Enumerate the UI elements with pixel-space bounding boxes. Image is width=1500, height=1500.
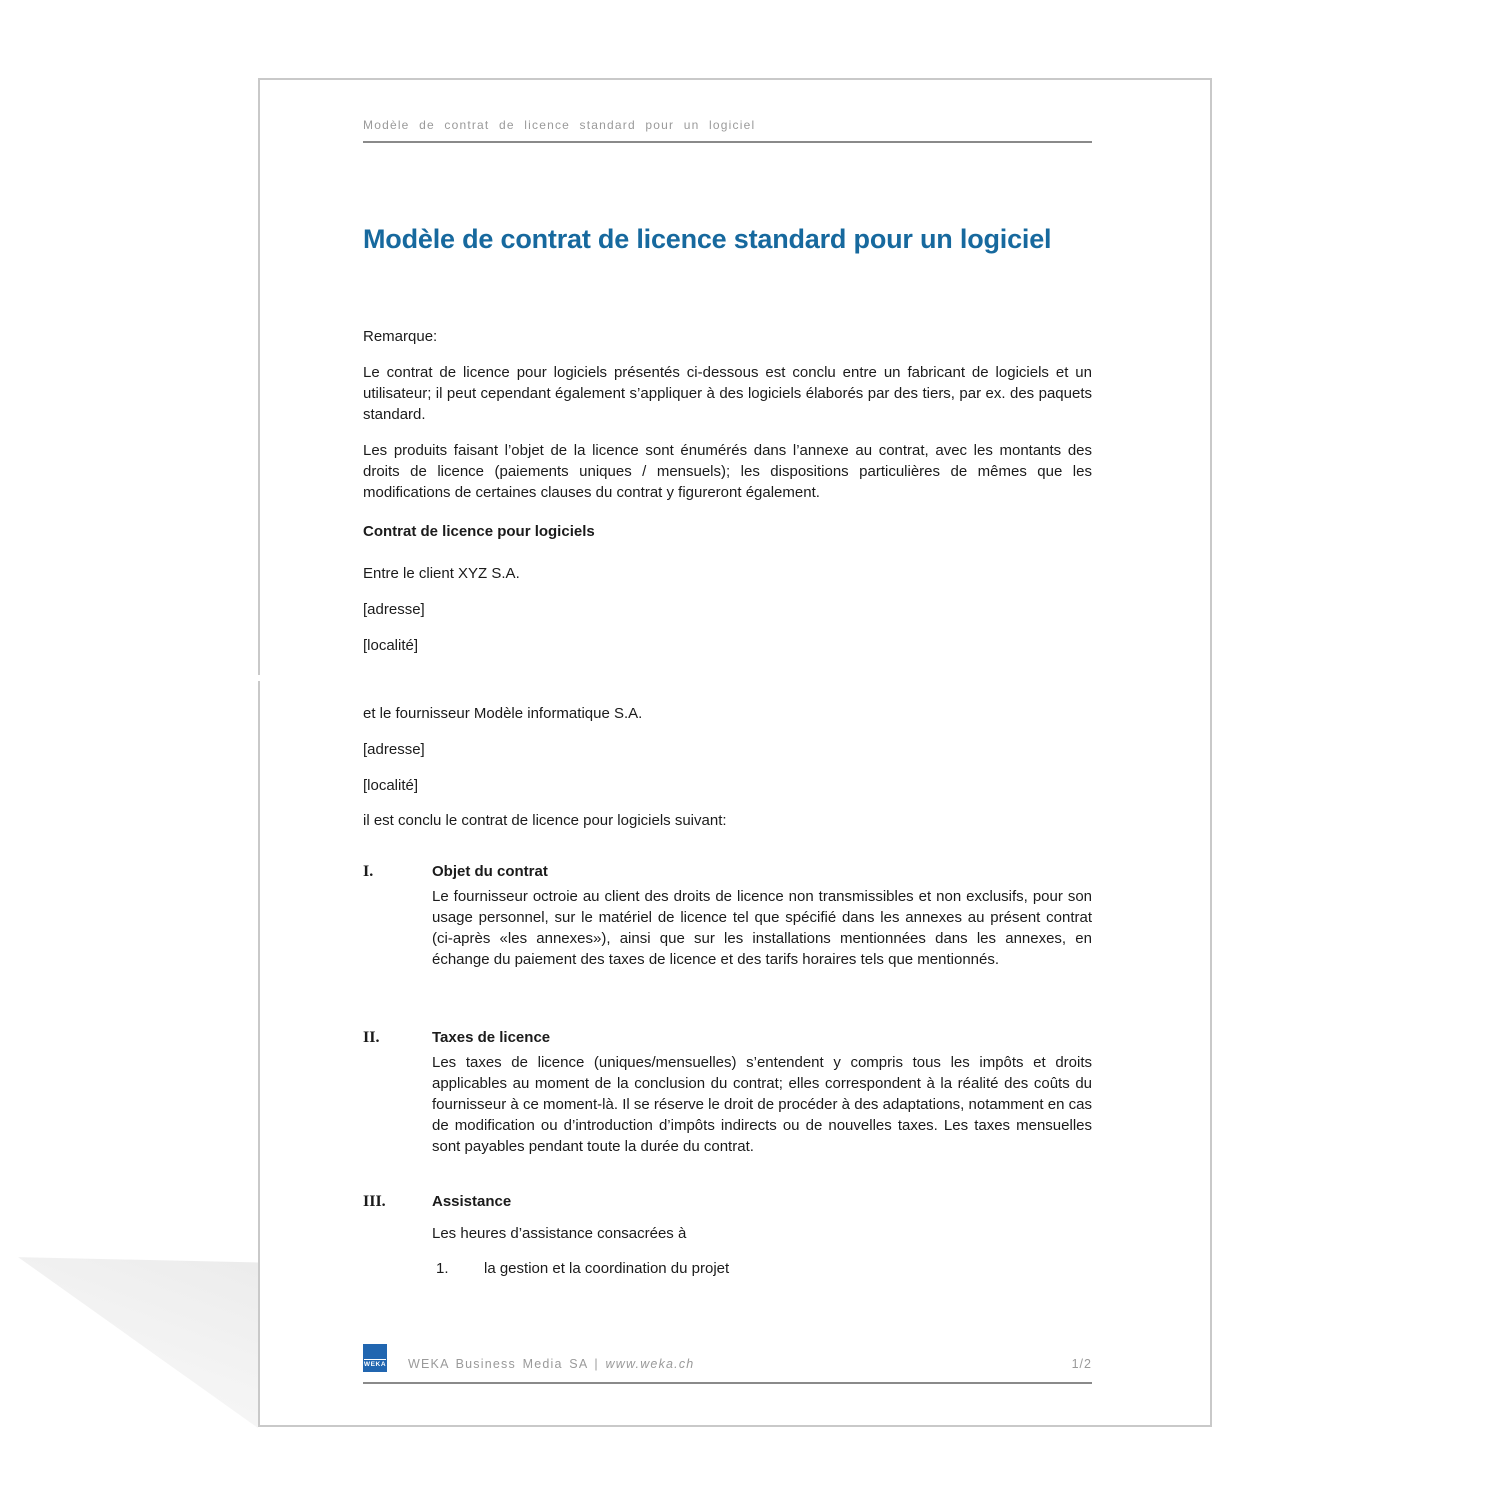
supplier-locality-placeholder: [localité] — [363, 777, 419, 794]
document-page — [258, 78, 1212, 1427]
section-body: Le fournisseur octroie au client des droits de licence non transmissibles et non exclusifs, pour son usage personnel, sur le matériel de licence tel que spécifié dans les annexes au présent contrat (ci-après «les annexes»), ainsi que sur les installations mentionnées dans les annexes, en échange du paiement des taxes de licence et des tarifs horaires tels que mentionnés. — [432, 888, 1092, 968]
section-title: Objet du contrat — [432, 863, 548, 880]
list-item-text: la gestion et la coordination du projet — [484, 1260, 730, 1277]
footer-company-name: WEKA Business Media SA — [408, 1357, 588, 1371]
header-rule — [363, 141, 1092, 143]
intro-paragraph: Les produits faisant l’objet de la licence sont énumérés dans l’annexe au contrat, avec les montants des droits de licence (paiements uniques / mensuels); les dispositions particulières de mêmes que les modifications de certaines clauses du contrat y figureront également. — [363, 442, 1092, 501]
page-title: Modèle de contrat de licence standard pour un logiciel — [363, 224, 1052, 254]
remark-label: Remarque: — [363, 328, 438, 345]
contract-heading: Contrat de licence pour logiciels — [363, 523, 595, 540]
section-heading — [363, 1191, 1092, 1212]
section-taxes-de-licence — [363, 1027, 1092, 1157]
party-line-supplier: et le fournisseur Modèle informatique S.A. — [363, 705, 643, 722]
page-border-seam — [258, 675, 260, 681]
section-numeral: II. — [363, 1029, 380, 1046]
section-objet-du-contrat — [363, 861, 1092, 970]
section-numeral: I. — [363, 863, 374, 880]
section-body: Les heures d’assistance consacrées à — [432, 1225, 687, 1242]
client-address-placeholder: [adresse] — [363, 601, 425, 618]
footer-rule — [363, 1382, 1092, 1384]
supplier-address-placeholder: [adresse] — [363, 741, 425, 758]
section-title: Assistance — [432, 1193, 512, 1210]
conclusion-line: il est conclu le contrat de licence pour logiciels suivant: — [363, 812, 727, 829]
section-heading — [363, 861, 1092, 882]
section-title: Taxes de licence — [432, 1029, 551, 1046]
running-header: Modèle de contrat de licence standard pour un logiciel — [363, 118, 756, 132]
section-heading — [363, 1027, 1092, 1048]
list-item — [432, 1258, 1092, 1279]
section-assistance — [363, 1191, 1092, 1279]
footer-separator: | — [594, 1357, 599, 1371]
client-locality-placeholder: [localité] — [363, 637, 419, 654]
party-line-client: Entre le client XYZ S.A. — [363, 565, 520, 582]
section-body: Les taxes de licence (uniques/mensuelles) s’entendent y compris tous les impôts et droits applicables au moment de la conclusion du contrat; elles correspondent à la réalité des coûts du fournisseur à ce moment-là. Il se réserve le droit de procéder à des adaptations, notamment en cas de modification ou d’introduction d’impôts indirects ou de nouvelles taxes. Les taxes mensuelles sont payables pendant toute la durée du contrat. — [432, 1054, 1092, 1155]
list-item-number: 1. — [436, 1260, 449, 1277]
footer-website: www.weka.ch — [605, 1357, 695, 1371]
intro-paragraph: Le contrat de licence pour logiciels présentés ci-dessous est conclu entre un fabricant de logiciels et un utilisateur; il peut cependant également s’appliquer à des logiciels élaborés par des tiers, par ex. des paquets standard. — [363, 364, 1092, 423]
page-number: 1/2 — [1071, 1357, 1092, 1371]
section-numeral: III. — [363, 1193, 386, 1210]
weka-logo-text: WEKA — [363, 1361, 387, 1368]
page-corner-shadow — [0, 1250, 258, 1428]
